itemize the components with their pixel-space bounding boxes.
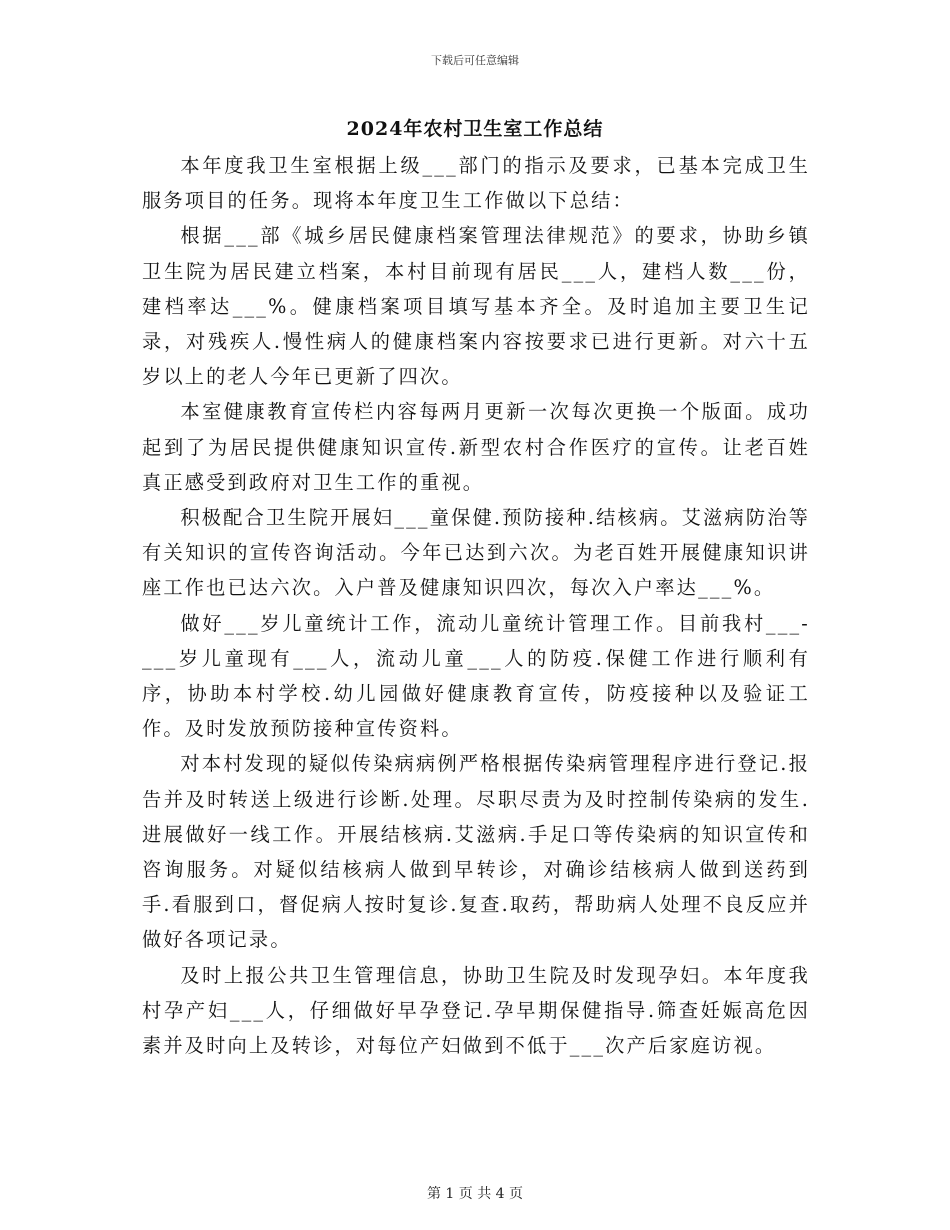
page-number: 第 1 页 共 4 页	[426, 1186, 524, 1202]
header-note: 下载后可任意编辑	[431, 54, 519, 67]
document-title: 2024年农村卫生室工作总结	[346, 118, 604, 140]
paragraph-health-records: 根据___部《城乡居民健康档案管理法律规范》的要求，协助乡镇卫生院为居民建立档案，本村目前现有居民___人，建档人数___份，建档率达___%。健康档案项目填写基本齐全。及时追加主要卫生记录，对残疾人.慢性病人的健康档案内容按要求已进行更新。对六十五岁以上的老人今年已更新了四次。	[142, 224, 810, 389]
paragraph-infectious-disease: 对本村发现的疑似传染病病例严格根据传染病管理程序进行登记.报告并及时转送上级进行诊断.处理。尽职尽责为及时控制传染病的发生.进展做好一线工作。开展结核病.艾滋病.手足口等传染病的知识宣传和咨询服务。对疑似结核病人做到早转诊，对确诊结核病人做到送药到手.看服到口，督促病人按时复诊.复查.取药，帮助病人处理不良反应并做好各项记录。	[142, 752, 810, 952]
paragraph-health-education: 本室健康教育宣传栏内容每两月更新一次每次更换一个版面。成功起到了为居民提供健康知识宣传.新型农村合作医疗的宣传。让老百姓真正感受到政府对卫生工作的重视。	[142, 400, 810, 494]
paragraph-disease-prevention: 积极配合卫生院开展妇___童保健.预防接种.结核病。艾滋病防治等有关知识的宣传咨询活动。今年已达到六次。为老百姓开展健康知识讲座工作也已达六次。入户普及健康知识四次，每次入户率达___%。	[142, 506, 810, 600]
paragraph-child-statistics: 做好___岁儿童统计工作，流动儿童统计管理工作。目前我村___-___岁儿童现有___人，流动儿童___人的防疫.保健工作进行顺利有序，协助本村学校.幼儿园做好健康教育宣传，防疫接种以及验证工作。及时发放预防接种宣传资料。	[142, 611, 810, 741]
paragraph-maternal-health: 及时上报公共卫生管理信息，协助卫生院及时发现孕妇。本年度我村孕产妇___人，仔细做好早孕登记.孕早期保健指导.筛查妊娠高危因素并及时向上及转诊，对每位产妇做到不低于___次产后家庭访视。	[142, 963, 810, 1058]
document-body	[142, 148, 810, 1063]
paragraph-intro: 本年度我卫生室根据上级___部门的指示及要求，已基本完成卫生服务项目的任务。现将本年度卫生工作做以下总结：	[142, 154, 810, 213]
